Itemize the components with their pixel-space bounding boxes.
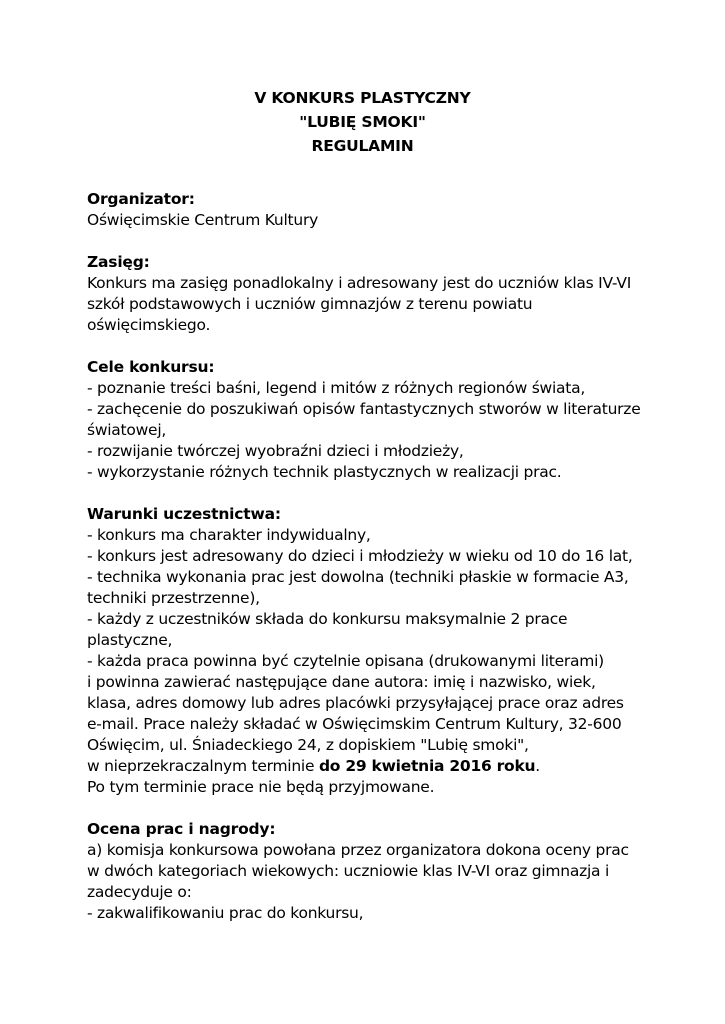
section-organizer [87,189,667,231]
list-item: klasa, adres domowy lub adres placówki przysyłającej prace oraz adres [87,694,624,712]
list-item: zadecyduje o: [87,883,192,901]
title-line-name: "LUBIĘ SMOKI" [299,113,426,131]
list-item: techniki przestrzenne), [87,589,260,607]
paragraph-line: Oświęcimskie Centrum Kultury [87,211,318,229]
document-body [87,189,667,945]
section-conditions [87,504,667,798]
deadline-prefix: w nieprzekraczalnym terminie [87,757,319,775]
list-item: światowej, [87,421,167,439]
list-item: - każdy z uczestników składa do konkursu maksymalnie 2 prace [87,610,568,628]
section-heading: Ocena prac i nagrody: [87,820,276,838]
list-item: - zakwalifikowaniu prac do konkursu, [87,904,364,922]
list-item: i powinna zawierać następujące dane autora: imię i nazwisko, wiek, [87,673,596,691]
deadline-suffix: . [535,757,540,775]
title-line-regulations: REGULAMIN [311,137,414,155]
list-item: - konkurs jest adresowany do dzieci i młodzieży w wieku od 10 do 16 lat, [87,547,633,565]
list-item: plastyczne, [87,631,173,649]
paragraph-line: szkół podstawowych i uczniów gimnazjów z terenu powiatu [87,295,533,313]
list-item: - technika wykonania prac jest dowolna (techniki płaskie w formacie A3, [87,568,629,586]
deadline-date: do 29 kwietnia 2016 roku [318,757,536,775]
section-scope [87,252,667,336]
deadline-line [87,756,667,777]
list-item: w dwóch kategoriach wiekowych: uczniowie klas IV-VI oraz gimnazja i [87,862,610,880]
list-item: a) komisja konkursowa powołana przez organizatora dokona oceny prac [87,841,629,859]
section-heading: Organizator: [87,190,195,208]
section-heading: Cele konkursu: [87,358,215,376]
title-line-contest: V KONKURS PLASTYCZNY [254,89,471,107]
list-item: - poznanie treści baśni, legend i mitów z różnych regionów świata, [87,379,586,397]
section-heading: Warunki uczestnictwa: [87,505,281,523]
after-deadline-note: Po tym terminie prace nie będą przyjmowane. [87,778,435,796]
list-item: - zachęcenie do poszukiwań opisów fantastycznych stworów w literaturze [87,400,641,418]
list-item: Oświęcim, ul. Śniadeckiego 24, z dopiskiem "Lubię smoki", [87,736,529,754]
list-item: - każda praca powinna być czytelnie opisana (drukowanymi literami) [87,652,604,670]
paragraph-line: Konkurs ma zasięg ponadlokalny i adresowany jest do uczniów klas IV-VI [87,274,632,292]
list-item: - wykorzystanie różnych technik plastycznych w realizacji prac. [87,463,562,481]
list-item: - konkurs ma charakter indywidualny, [87,526,371,544]
list-item: - rozwijanie twórczej wyobraźni dzieci i młodzieży, [87,442,464,460]
section-evaluation [87,819,667,924]
document-title [0,86,725,158]
section-goals [87,357,667,483]
paragraph-line: oświęcimskiego. [87,316,211,334]
list-item: e-mail. Prace należy składać w Oświęcimskim Centrum Kultury, 32-600 [87,715,622,733]
section-heading: Zasięg: [87,253,150,271]
